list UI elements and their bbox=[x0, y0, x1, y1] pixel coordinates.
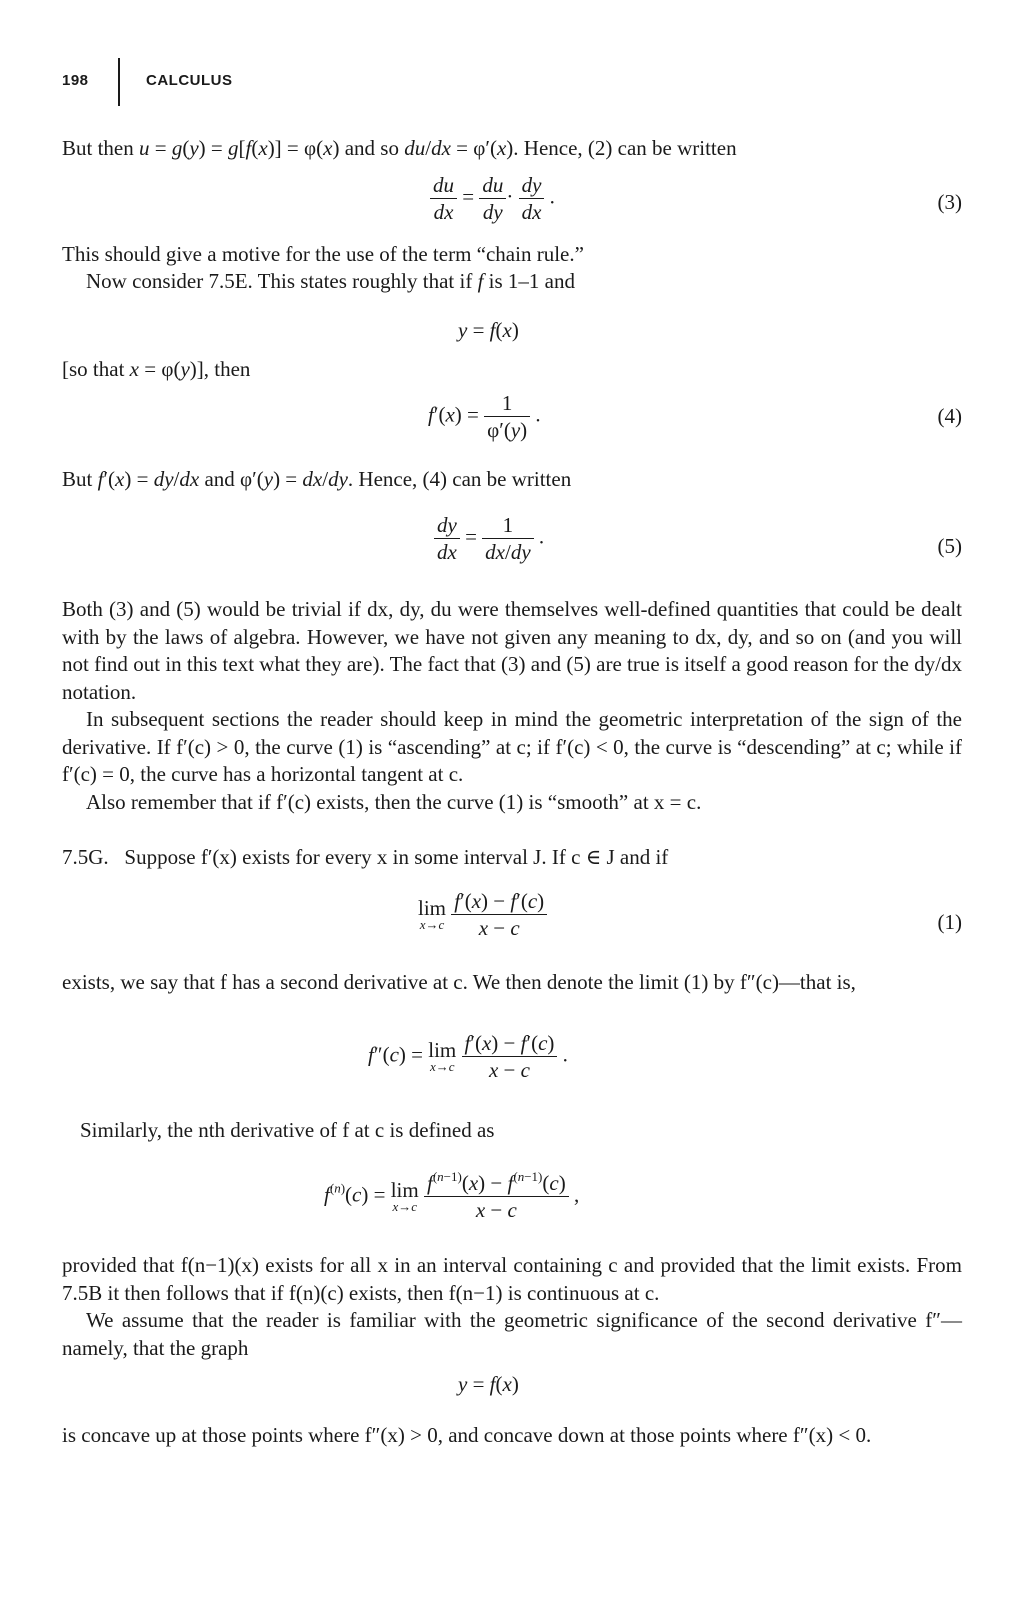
intro-line: But then u = g(y) = g[f(x)] = φ(x) and so du/dx = φ′(x). Hence, (2) can be written bbox=[62, 136, 737, 160]
page-number: 198 bbox=[62, 72, 89, 89]
equation-graph: y = f(x) bbox=[458, 1372, 519, 1396]
definition-label: 7.5G. bbox=[62, 845, 109, 869]
equation-second-derivative-limit: lim x→c $\frac{f'(x) - f'(c)}{x - c}$ bbox=[418, 888, 547, 941]
intro-line-end: Hence, (2) can be written bbox=[523, 136, 737, 160]
so-that-then: then bbox=[214, 357, 251, 381]
running-title: CALCULUS bbox=[146, 72, 233, 89]
paragraph-trivial: Both (3) and (5) would be trivial if dx, dy, du were themselves well-defined quantities that could be dealt with by the laws of algebra. However, we have not given any meaning to dx, dy, and so on (and you will not find out in this text what they are). The fact that (3) and (5) are true is itself a good reason for the dy/dx notation. bbox=[62, 597, 962, 704]
equation-number-5: (5) bbox=[937, 534, 962, 558]
equation-number-4: (4) bbox=[937, 404, 962, 428]
equation-4: f′(x) = $\frac{1}{\varphi'(y)}$ . bbox=[428, 391, 541, 442]
paragraph-chain-rule: This should give a motive for the use of the term “chain rule.” bbox=[62, 242, 584, 266]
paragraph-geometric: In subsequent sections the reader should keep in mind the geometric interpretation of the sign of the derivative. If f′(c) > 0, the curve (1) is “ascending” at c; if f′(c) < 0, the curve is “descending” at c; while if f′(c) = 0, the curve has a horizontal tangent at c. bbox=[62, 707, 962, 786]
so-that-line: [so that x = φ(y)], then bbox=[62, 357, 251, 381]
paragraph-7-5e: Now consider 7.5E. This states roughly that if f is 1–1 and bbox=[86, 269, 575, 293]
paragraph-smooth: Also remember that if f′(c) exists, then the curve (1) is “smooth” at x = c. bbox=[86, 790, 702, 814]
definition-7-5g bbox=[62, 843, 668, 871]
but-line-end: Hence, (4) can be written bbox=[358, 467, 572, 491]
paragraph-second-derivative: exists, we say that f has a second derivative at c. We then denote the limit (1) by f″(c)—that is, bbox=[62, 970, 856, 994]
paragraph-provided: provided that f(n−1)(x) exists for all x in an interval containing c and provided that the limit exists. From 7.5B it then follows that if f(n)(c) exists, then f(n−1) is continuous at c. bbox=[62, 1253, 962, 1305]
paragraph-concavity-intro: We assume that the reader is familiar with the geometric significance of the second derivative f″—namely, that the graph bbox=[62, 1308, 962, 1360]
equation-f-double-prime: f″(c) = lim x→c $\frac{f'(x) - f'(c)}{x - c}$ . bbox=[368, 1031, 568, 1082]
equation-number-3: (3) bbox=[937, 190, 962, 214]
equation-y-fx: y = f(x) bbox=[458, 318, 519, 342]
paragraph-nth-derivative: Similarly, the nth derivative of f at c is defined as bbox=[80, 1118, 495, 1142]
but-line: But f′(x) = dy/dx and φ′(y) = dx/dy. Hence, (4) can be written bbox=[62, 467, 572, 491]
definition-text: Suppose f′(x) exists for every x in some interval J. If c ∈ J and if bbox=[124, 845, 669, 869]
equation-3: $\frac{du}{dx}$ = $\frac{du}{dy}$ · $\frac{dy}{dx}$ . bbox=[430, 172, 555, 225]
paragraph-7-5e-end: is 1–1 and bbox=[488, 269, 575, 293]
header-divider bbox=[118, 58, 120, 106]
paragraph-concave: is concave up at those points where f″(x) > 0, and concave down at those points where f″(x) < 0. bbox=[62, 1423, 872, 1447]
equation-number-1: (1) bbox=[937, 910, 962, 934]
paragraph-7-5e-start: Now consider 7.5E. This states roughly that if bbox=[86, 269, 473, 293]
equation-5: $\frac{dy}{dx}$ = $\frac{1}{dx/dy}$ . bbox=[434, 512, 544, 565]
equation-nth-derivative: $f^{(n)}(c) = \lim$ x→c $\frac{f^{(n-1)}(x) - f^{(n-1)}(c)}{x - c}$ , bbox=[324, 1169, 580, 1222]
